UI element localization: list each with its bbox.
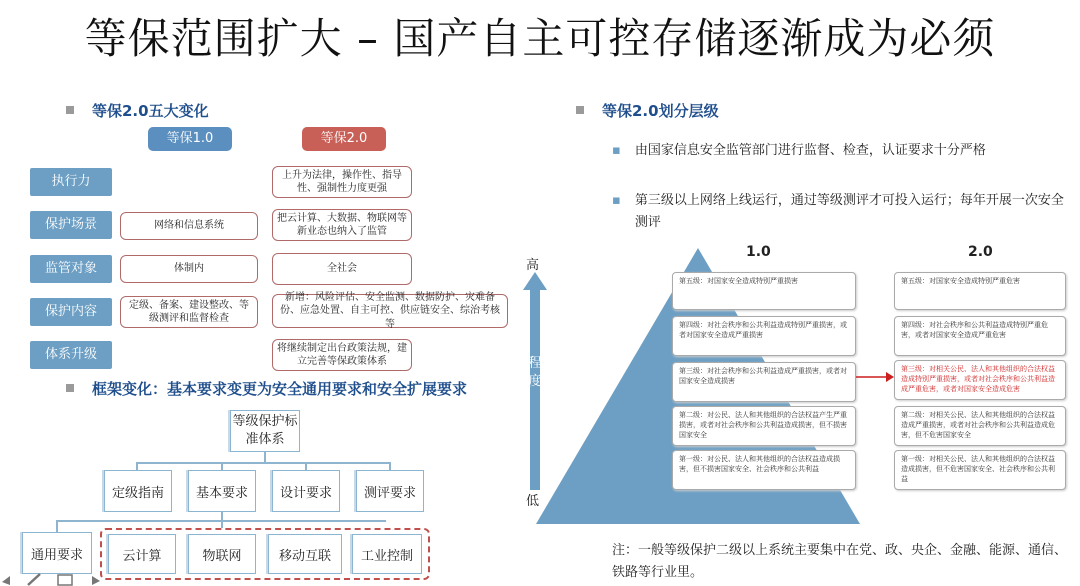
bullet-item (612, 140, 1064, 162)
tree-connector (305, 462, 307, 470)
level-card-v2: 第五级：对国家安全造成特别严重危害 (894, 272, 1066, 310)
level-card-v1: 第四级：对社会秩序和公共利益造成特别严重损害，或者对国家安全造成严重损害 (672, 316, 856, 356)
section-heading-text: 等保2.0划分层级 (602, 102, 719, 120)
tree-connector (264, 452, 266, 462)
category-label: 保护内容 (30, 298, 112, 326)
right-arrow-icon (856, 370, 894, 384)
square-bullet-icon (576, 106, 584, 114)
column-v1-label: 1.0 (746, 244, 771, 260)
tree-root: 等级保护标准体系 (230, 410, 300, 452)
tree-node-ext: 工业控制 (352, 534, 422, 574)
axis-high-label: 高 (526, 258, 540, 273)
level-card-v1: 第一级：对公民、法人和其他组织的合法权益造成损害，但不损害国家安全、社会秩序和公共利益 (672, 450, 856, 490)
bullet-item (612, 190, 1064, 234)
tree-connector (221, 462, 223, 470)
level-card-v2: 第二级：对相关公民、法人和其他组织的合法权益造成严重损害，或者对社会秩序和公共利益造成危害，但不危害国家安全 (894, 406, 1066, 446)
category-label: 监管对象 (30, 255, 112, 283)
next-icon[interactable] (92, 576, 100, 585)
axis-degree-label: 程度 (528, 356, 542, 389)
menu-icon[interactable] (58, 575, 72, 585)
v2-cell: 把云计算、大数据、物联网等新业态也纳入了监管 (272, 209, 412, 241)
tree-node: 设计要求 (272, 470, 340, 512)
v2-cell: 新增：风险评估、安全监测、数据防护、灾难备份、应急处置、自主可控、供应链安全、综治考核等 (272, 294, 508, 328)
category-label: 执行力 (30, 168, 112, 196)
tree-node: 定级指南 (104, 470, 172, 512)
bullet-dot-icon: ▪ (612, 143, 621, 158)
tree-connector (136, 462, 390, 464)
tree-connector (389, 462, 391, 470)
category-label: 体系升级 (30, 341, 112, 369)
square-bullet-icon (66, 384, 74, 392)
section-heading-changes (66, 100, 209, 121)
tree-connector (136, 462, 138, 470)
column-v2-label: 2.0 (968, 244, 993, 260)
tree-node-ext: 云计算 (108, 534, 176, 574)
bullet-text: 由国家信息安全监管部门进行监督、检查，认证要求十分严格 (634, 143, 986, 158)
tree-node: 测评要求 (356, 470, 424, 512)
axis-low-label: 低 (526, 494, 540, 509)
tree-node-ext: 移动互联 (268, 534, 342, 574)
square-bullet-icon (66, 106, 74, 114)
tree-connector (56, 520, 58, 532)
footnote: 注：一般等级保护二级以上系统主要集中在党、政、央企、金融、能源、通信、铁路等行业里。 (612, 543, 1068, 580)
section-heading-levels (576, 100, 719, 121)
tree-connector (56, 520, 386, 522)
section-heading-text: 框架变化：基本要求变更为安全通用要求和安全扩展要求 (92, 380, 468, 398)
level-card-v1: 第三级：对社会秩序和公共利益造成严重损害，或者对国家安全造成损害 (672, 362, 856, 402)
section-heading-text: 等保2.0五大变化 (92, 102, 209, 120)
v2-cell: 上升为法律，操作性、指导性、强制性力度更强 (272, 166, 412, 198)
tree-node: 基本要求 (188, 470, 256, 512)
pen-icon[interactable] (28, 574, 40, 585)
level-card-v2-highlight: 第三级：对相关公民、法人和其他组织的合法权益造成特别严重损害，或者对社会秩序和公共利益造成严重危害，或者对国家安全造成危害 (894, 360, 1066, 400)
bullet-text: 第三级以上网络上线运行，通过等级测评才可投入运行；每年开展一次安全测评 (634, 193, 1064, 230)
v1-cell: 定级、备案、建设整改、等级测评和监督检查 (120, 296, 258, 328)
prev-icon[interactable] (2, 576, 10, 585)
tree-node-general: 通用要求 (22, 532, 92, 574)
category-label: 保护场景 (30, 211, 112, 239)
level-card-v2: 第四级：对社会秩序和公共利益造成特别严重危害，或者对国家安全造成严重危害 (894, 316, 1066, 356)
page-title: 等保范围扩大 – 国产自主可控存储逐渐成为必须 (84, 14, 996, 63)
level-card-v2: 第一级：对相关公民、法人和其他组织的合法权益造成损害，但不危害国家安全、社会秩序和公共利益 (894, 450, 1066, 490)
v2-cell: 将继续制定出台政策法规，建立完善等保政策体系 (272, 339, 412, 371)
v1-cell: 网络和信息系统 (120, 212, 258, 240)
header-v1: 等保1.0 (148, 127, 232, 151)
header-v2: 等保2.0 (302, 127, 386, 151)
section-heading-framework (66, 378, 526, 400)
v1-cell: 体制内 (120, 255, 258, 283)
level-card-v1: 第五级：对国家安全造成特别严重损害 (672, 272, 856, 310)
level-card-v1: 第二级：对公民、法人和其他组织的合法权益产生严重损害，或者对社会秩序和公共利益造成损害，但不损害国家安全 (672, 406, 856, 446)
tree-node-ext: 物联网 (188, 534, 256, 574)
slide-nav-icons[interactable] (0, 572, 110, 586)
v2-cell: 全社会 (272, 253, 412, 285)
bullet-dot-icon: ▪ (612, 193, 621, 208)
